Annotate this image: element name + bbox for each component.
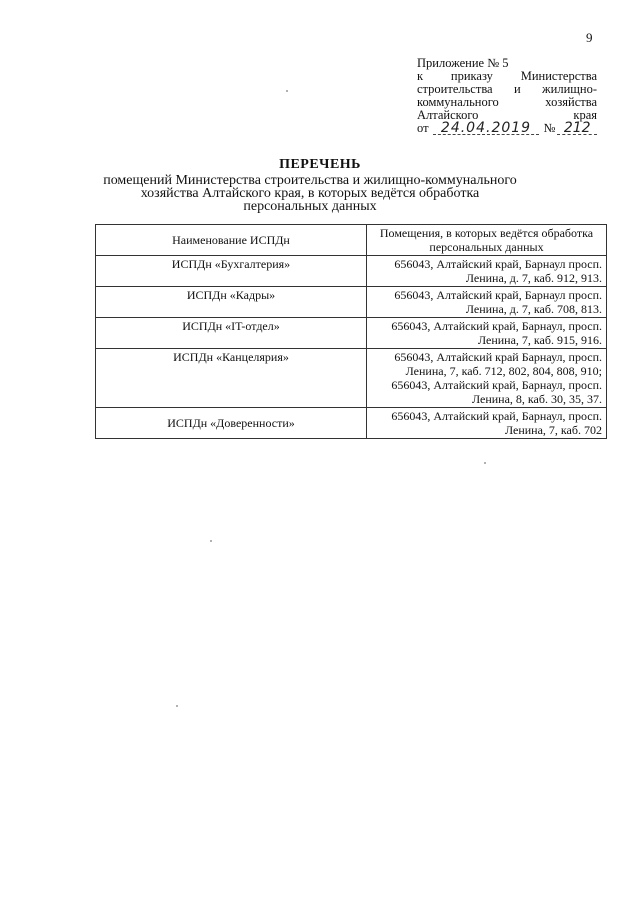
- premises-line: Ленина, д. 7, каб. 912, 913.: [465, 271, 602, 285]
- premises: [367, 408, 607, 439]
- premises: [367, 318, 607, 349]
- ispdn-name: ИСПДн «Кадры»: [96, 287, 367, 318]
- header-premises: Помещения, в которых ведётся обработка персональных данных: [367, 225, 607, 256]
- ispdn-name: ИСПДн «Доверенности»: [96, 408, 367, 439]
- premises-line: Ленина, 7, каб. 702: [504, 423, 602, 437]
- premises-line: Ленина, 7, каб. 915, 916.: [477, 333, 602, 347]
- document-subtitle: помещений Министерства строительства и жилищно-коммунального хозяйства Алтайского края, в которых ведётся обработка персональных данных: [103, 173, 517, 214]
- premises-line: 656043, Алтайский край, Барнаул просп.: [394, 257, 602, 271]
- scan-speck: [286, 90, 288, 92]
- scan-speck: [484, 462, 486, 464]
- ispdn-name: ИСПДн «IT-отдел»: [96, 318, 367, 349]
- premises: [367, 256, 607, 287]
- word: хозяйства: [545, 95, 597, 109]
- scan-speck: [210, 540, 212, 542]
- table-row: [96, 408, 607, 439]
- premises: [367, 287, 607, 318]
- premises-line: 656043, Алтайский край Барнаул, просп.: [394, 350, 602, 364]
- number-label: №: [543, 121, 556, 135]
- ispdn-name: ИСПДн «Канцелярия»: [96, 349, 367, 408]
- word: Министерства: [520, 69, 597, 83]
- premises: [367, 349, 607, 408]
- table-row: [96, 318, 607, 349]
- premises-line: Ленина, д. 7, каб. 708, 813.: [465, 302, 602, 316]
- word: жилищно-: [542, 82, 597, 96]
- premises-line: 656043, Алтайский край, Барнаул, просп.: [391, 409, 602, 423]
- attachment-date-line: [417, 122, 597, 135]
- premises-line: Ленина, 8, каб. 30, 35, 37.: [471, 392, 602, 406]
- handwritten-number: 212: [557, 122, 597, 135]
- attachment-title: Приложение № 5: [417, 56, 509, 70]
- table-row: [96, 349, 607, 408]
- premises-table: [95, 224, 607, 439]
- ispdn-name: ИСПДн «Бухгалтерия»: [96, 256, 367, 287]
- premises-line: 656043, Алтайский край, Барнаул, просп.: [391, 378, 602, 392]
- word: Алтайского: [417, 108, 479, 122]
- word: строительства: [417, 82, 493, 96]
- word: края: [573, 108, 597, 122]
- handwritten-date: 24.04.2019: [433, 122, 540, 135]
- premises-line: 656043, Алтайский край, Барнаул, просп.: [391, 319, 602, 333]
- table-row: [96, 256, 607, 287]
- document-title: ПЕРЕЧЕНЬ: [279, 157, 361, 172]
- word: и: [513, 82, 521, 96]
- premises-line: Ленина, 7, каб. 712, 802, 804, 808, 910;: [405, 364, 602, 378]
- header-ispdn-name: Наименование ИСПДн: [96, 225, 367, 256]
- word: к: [417, 69, 424, 83]
- word: коммунального: [417, 95, 499, 109]
- attachment-block: [417, 57, 597, 135]
- table-header-row: [96, 225, 607, 256]
- table-row: [96, 287, 607, 318]
- word: приказу: [450, 69, 493, 83]
- scan-speck: [176, 705, 178, 707]
- from-label: от: [417, 121, 429, 135]
- premises-line: 656043, Алтайский край, Барнаул просп.: [394, 288, 602, 302]
- page-number: 9: [586, 30, 593, 45]
